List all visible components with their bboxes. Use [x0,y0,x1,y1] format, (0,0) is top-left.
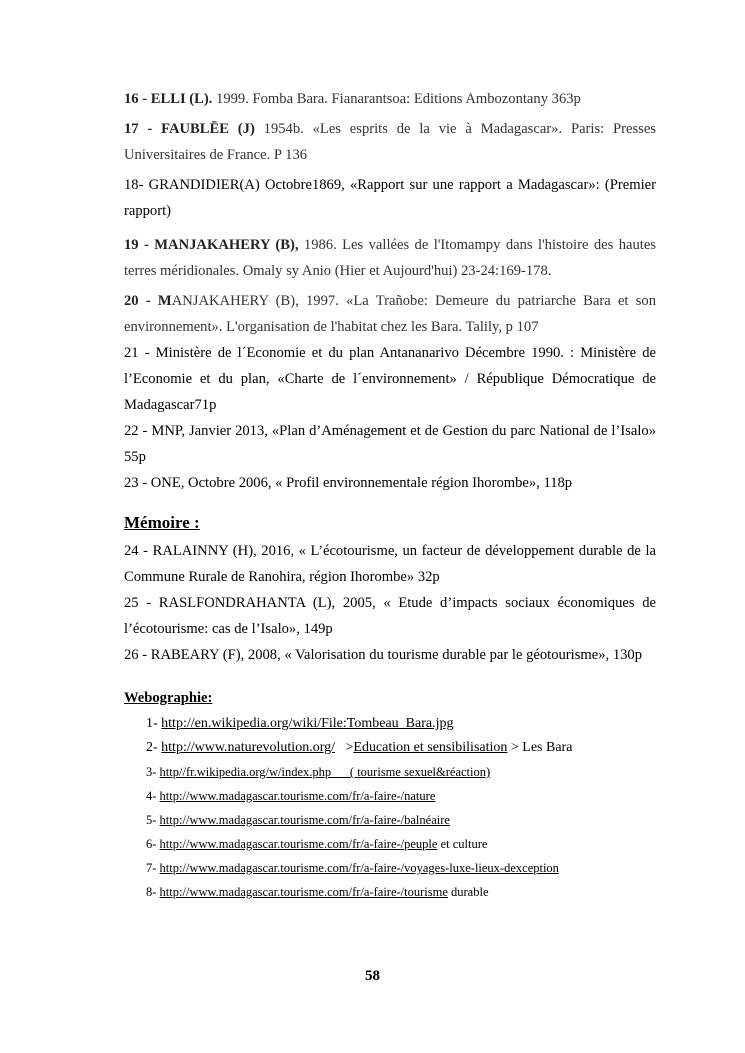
web-link[interactable]: http://www.madagascar.tourisme.com/fr/a-faire-/peuple [159,837,438,851]
web-item-6 [146,832,656,856]
web-item-2 [146,736,656,760]
web-link[interactable]: http://en.wikipedia.org/wiki/File:Tombeau_Bara.jpg [161,716,454,731]
webographie-list [124,712,656,904]
web-item-number: 3- [146,765,160,779]
web-link[interactable]: http//fr.wikipedia.org/w/index.php ( tourisme sexuel&réaction) [159,765,491,779]
reference-author: 19 - MANJAKAHERY (B), [124,237,299,253]
web-link[interactable]: http://www.madagascar.tourisme.com/fr/a-faire-/voyages-luxe-lieux-dexception [159,861,559,875]
memoire-item-24: 24 - RALAINNY (H), 2016, « L’écotourisme, un facteur de développement durable de la Commune Rurale de Ranohira, région Ihorombe» 32p [124,543,656,585]
memoire-heading: Mémoire : [124,513,200,532]
web-link[interactable]: http://www.madagascar.tourisme.com/fr/a-faire-/tourisme [159,885,448,899]
web-suffix: > Les Bara [507,740,573,755]
web-link-secondary[interactable]: Education et sensibilisation [353,740,508,755]
reference-23: 23 - ONE, Octobre 2006, « Profil environnementale région Ihorombe», 118p [124,475,573,491]
reference-author: 18- GRANDIDIER(A) [124,177,260,193]
web-item-number: 2- [146,740,162,755]
web-item-number: 4- [146,789,160,803]
reference-text: Octobre1869, «Rapport sur une rapport a Madagascar»: (Premier rapport) [124,177,656,219]
reference-text: 1986. Les vallées de l'Itomampy dans l'histoire des hautes terres méridionales. Omaly sy Anio (Hier et Aujourd'hui) 23-24:169-178. [124,237,656,279]
reference-17 [124,116,656,168]
reference-text: 1999. Fomba Bara. Fianarantsoa: Editions Ambozontany 363p [212,91,581,107]
web-item-number: 7- [146,861,160,875]
bibliography-page [124,86,656,904]
web-item-3 [146,760,656,784]
memoire-item-25: 25 - RASLFONDRAHANTA (L), 2005, « Etude d’impacts sociaux économiques de l’écotourisme: cas de l’Isalo», 149p [124,595,656,637]
webographie-heading: Webographie: [124,690,213,706]
web-item-number: 1- [146,716,162,731]
web-item-8 [146,880,656,904]
reference-text: ANJAKAHERY (B), 1997. «La Trañobe: Demeure du patriarche Bara et son environnement». L'organisation de l'habitat chez les Bara. Talily, p 107 [124,293,656,335]
reference-author: 17 - FAUBLĒE (J) [124,121,255,137]
reference-16 [124,86,656,112]
reference-20 [124,288,656,340]
reference-19 [124,232,656,284]
memoire-item-26: 26 - RABEARY (F), 2008, « Valorisation du tourisme durable par le géotourisme», 130p [124,647,643,663]
web-item-5 [146,808,656,832]
web-link[interactable]: http://www.madagascar.tourisme.com/fr/a-faire-/nature [159,789,436,803]
reference-18 [124,172,656,224]
page-number: 58 [365,968,380,984]
web-item-number: 6- [146,837,160,851]
web-link[interactable]: http://www.naturevolution.org/ [161,740,335,755]
web-item-number: 5- [146,813,160,827]
web-suffix: et culture [437,837,488,851]
reference-22: 22 - MNP, Janvier 2013, «Plan d’Aménagement et de Gestion du parc National de l’Isalo» 55p [124,423,656,465]
web-suffix: durable [447,885,489,899]
reference-author: 20 - M [124,293,172,309]
web-separator: > [335,740,354,755]
web-link[interactable]: http://www.madagascar.tourisme.com/fr/a-faire-/balnéaire [159,813,450,827]
web-item-4 [146,784,656,808]
web-item-7 [146,856,656,880]
reference-text: 1954b. «Les esprits de la vie à Madagascar». Paris: Presses Universitaires de France. P 136 [124,121,656,163]
web-item-number: 8- [146,885,160,899]
web-item-1 [146,712,656,736]
reference-21: 21 - Ministère de l´Economie et du plan Antananarivo Décembre 1990. : Ministère de l’Economie et du plan, «Charte de l´environnement» / République Démocratique de Madagascar71p [124,345,656,413]
reference-author: 16 - ELLI (L). [124,91,213,107]
